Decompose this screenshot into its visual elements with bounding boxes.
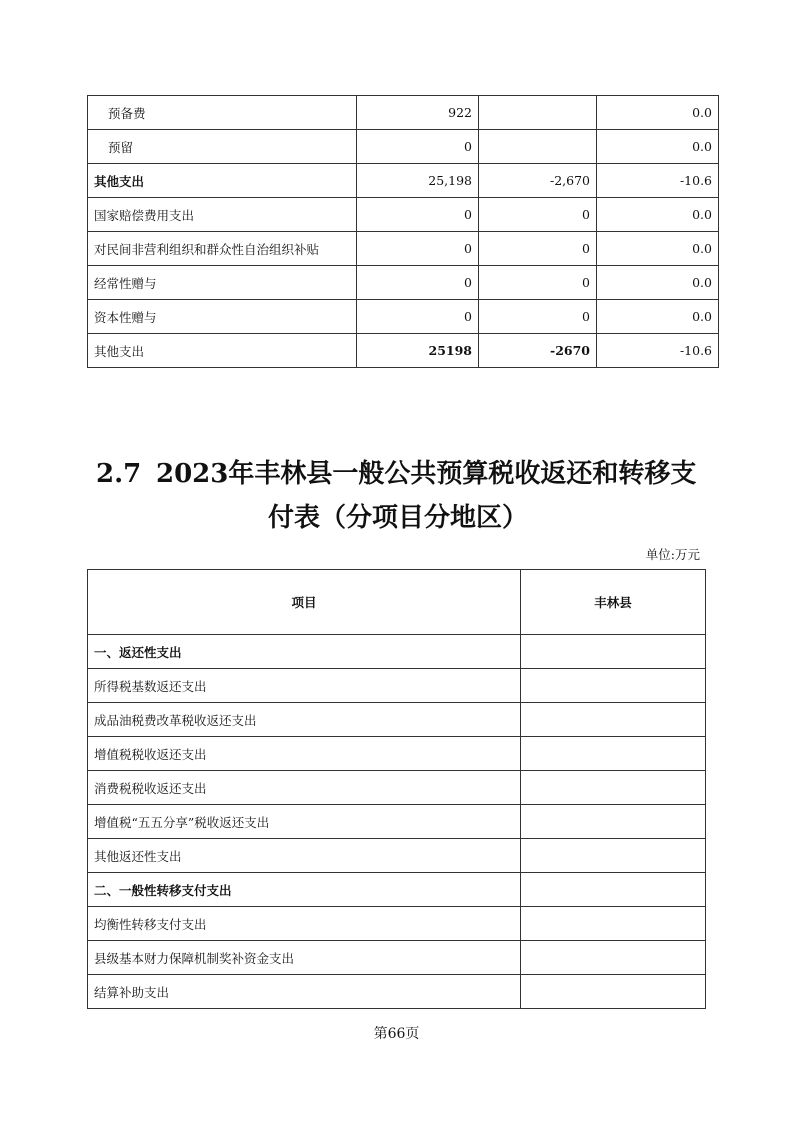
cell-value: -10.6 [597,334,719,368]
table-row [88,669,706,703]
cell-value [521,941,706,975]
cell-value [521,975,706,1009]
row-label: 其他支出 [88,164,357,198]
cell-value [521,737,706,771]
section-number: 2.7 [96,459,142,489]
cell-value: 0.0 [597,130,719,164]
row-label: 其他支出 [88,334,357,368]
row-label: 经常性赠与 [88,266,357,300]
row-label: 所得税基数返还支出 [88,669,521,703]
header-region: 丰林县 [521,570,706,635]
cell-value: 0 [357,300,479,334]
row-label: 成品油税费改革税收返还支出 [88,703,521,737]
table-row [88,771,706,805]
cell-value: 0 [357,130,479,164]
cell-value [479,96,597,130]
table-row [88,198,719,232]
cell-value [521,839,706,873]
header-item: 项目 [88,570,521,635]
cell-value: 25,198 [357,164,479,198]
table-row [88,300,719,334]
cell-value: 0.0 [597,266,719,300]
table-row [88,873,706,907]
table-row [88,164,719,198]
cell-value: 0.0 [597,198,719,232]
row-label: 预备费 [88,96,357,130]
cell-value: 0 [357,266,479,300]
cell-value: -2,670 [479,164,597,198]
cell-value: 0 [479,266,597,300]
page-number: 第66页 [373,1026,420,1042]
row-label: 预留 [88,130,357,164]
cell-value: 25198 [357,334,479,368]
cell-value [479,130,597,164]
cell-value [521,805,706,839]
cell-value: 0 [357,198,479,232]
cell-value: 0 [479,300,597,334]
cell-value: 0 [479,198,597,232]
section-title-line1: 2023年丰林县一般公共预算税收返还和转移支 [156,459,697,489]
cell-value [521,703,706,737]
row-label: 对民间非营利组织和群众性自治组织补贴 [88,232,357,266]
cell-value: 0.0 [597,96,719,130]
table-row [88,975,706,1009]
cell-value: 0 [479,232,597,266]
table-row [88,737,706,771]
cell-value [521,771,706,805]
cell-value [521,669,706,703]
cell-value [521,873,706,907]
unit-label: 单位:万元 [645,547,700,562]
section-title-line2: 付表（分项目分地区） [268,503,529,533]
table-row [88,703,706,737]
cell-value: -10.6 [597,164,719,198]
row-label: 国家赔偿费用支出 [88,198,357,232]
cell-value: 0.0 [597,232,719,266]
row-label: 消费税税收返还支出 [88,771,521,805]
row-label: 其他返还性支出 [88,839,521,873]
cell-value: 922 [357,96,479,130]
cell-value [521,635,706,669]
row-label: 均衡性转移支付支出 [88,907,521,941]
table-row [88,907,706,941]
row-label: 县级基本财力保障机制奖补资金支出 [88,941,521,975]
table-header-row [88,570,706,635]
cell-value: -2670 [479,334,597,368]
expenditure-table [87,95,719,368]
row-label: 一、返还性支出 [88,635,521,669]
row-label: 资本性赠与 [88,300,357,334]
table-row [88,635,706,669]
row-label: 结算补助支出 [88,975,521,1009]
table-row [88,130,719,164]
row-label: 增值税税收返还支出 [88,737,521,771]
cell-value: 0.0 [597,300,719,334]
table-row [88,232,719,266]
cell-value: 0 [357,232,479,266]
table-row [88,941,706,975]
table-row [88,96,719,130]
table-row [88,805,706,839]
transfer-payment-table [87,569,706,1009]
section-heading [88,452,708,540]
table-row [88,266,719,300]
table-row [88,334,719,368]
row-label: 增值税“五五分享”税收返还支出 [88,805,521,839]
table-row [88,839,706,873]
row-label: 二、一般性转移支付支出 [88,873,521,907]
cell-value [521,907,706,941]
